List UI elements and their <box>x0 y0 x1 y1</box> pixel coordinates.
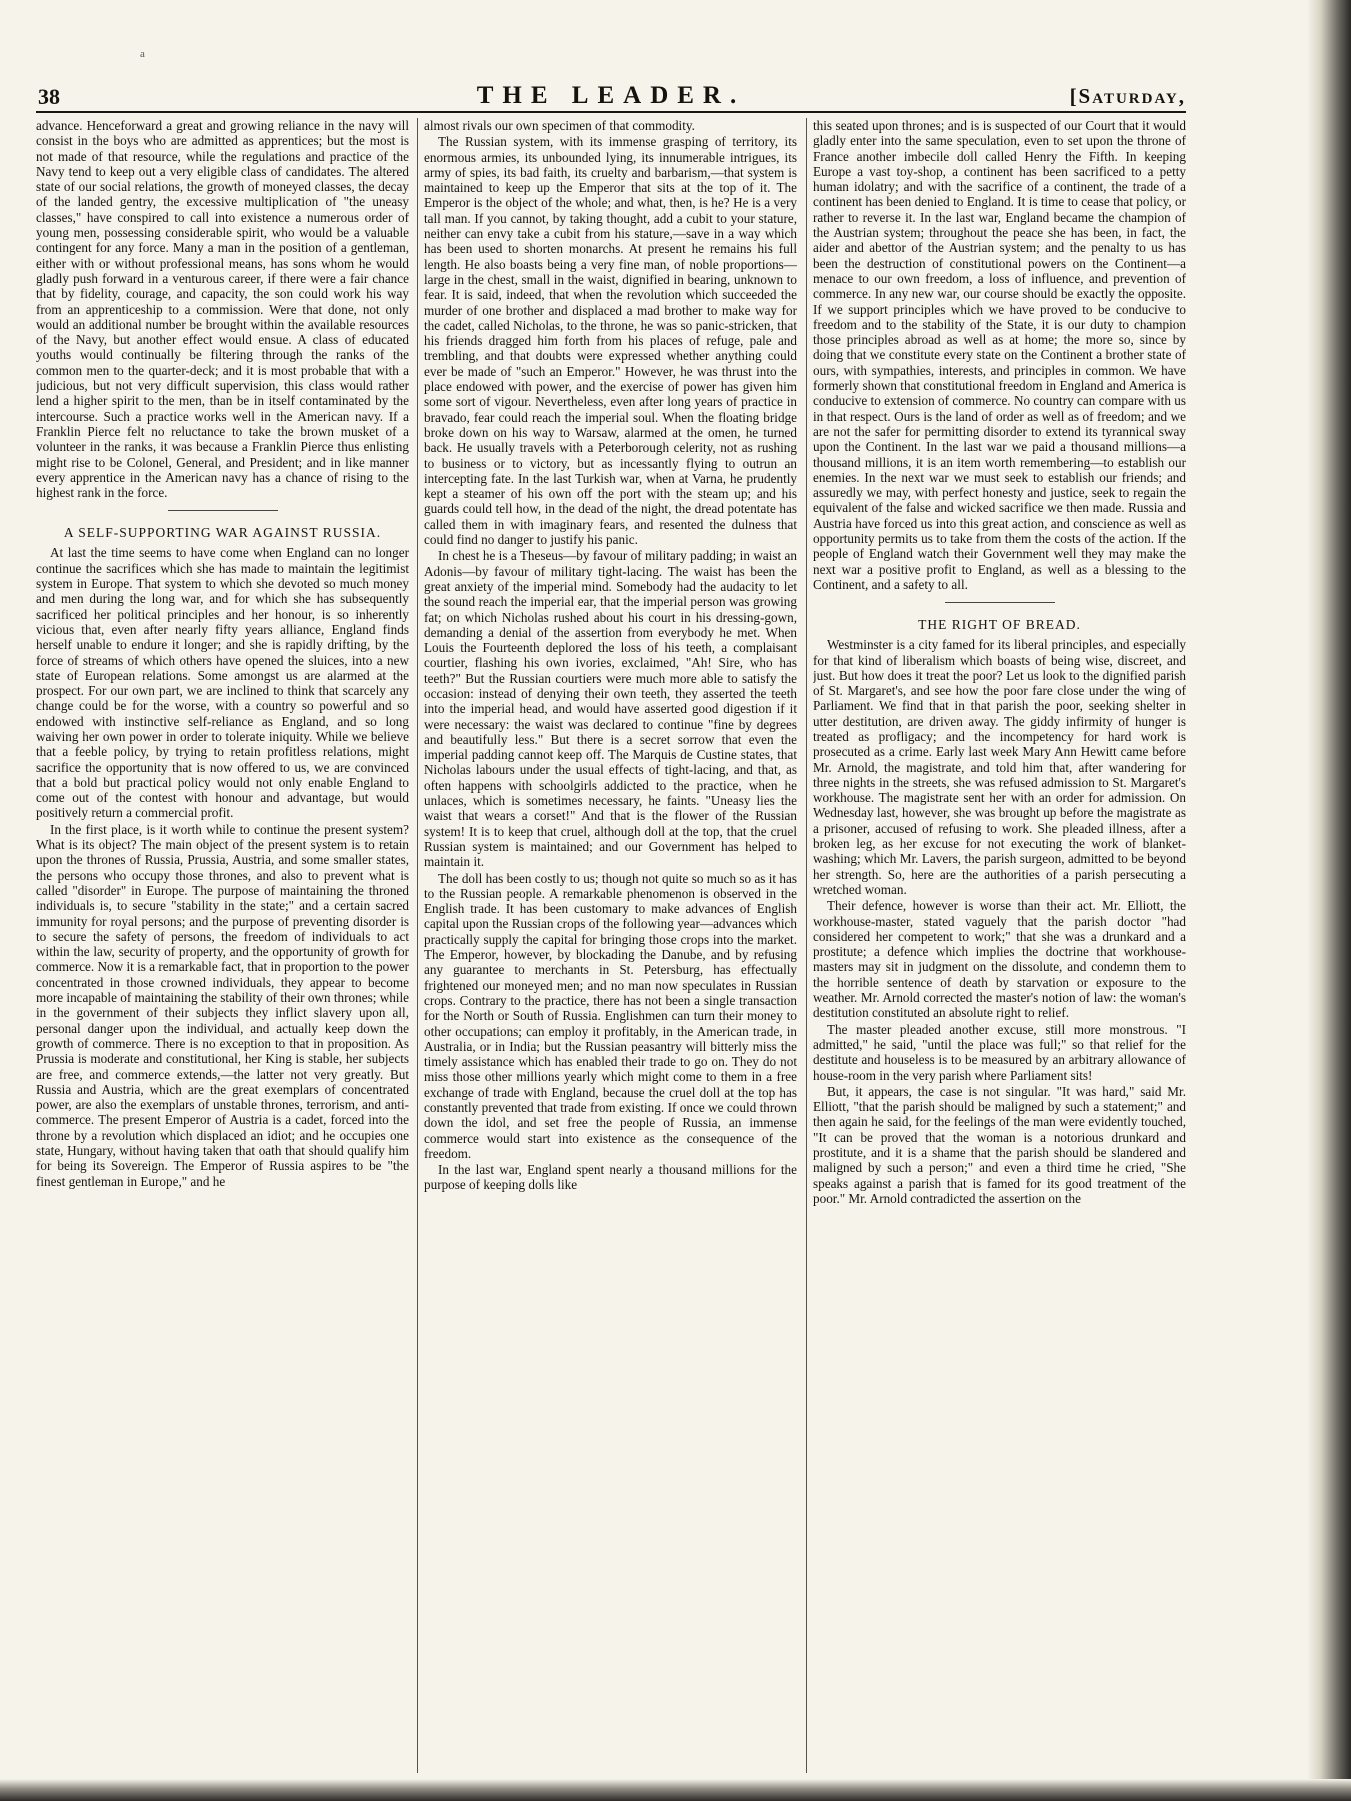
navy-article-paragraph: advance. Henceforward a great and growing reliance in the navy will consist in the boys who are admitted as apprentices; but the most is not made of that resource, while the regulations and practice of the Navy tend to keep out a very eligible class of candidates. The altered state of our social relations, the growth of moneyed classes, the decay of the landed gentry, the excessive multiplication of "the uneasy classes," have conspired to call into existence a numerous order of young men, possessing considerable spirit, who would be a valuable contingent for any force. Many a man in the position of a gentleman, either with or without professional means, has sons whom he would gladly push forward in a venturous career, if there were a fair chance that by fidelity, courage, and capacity, the son could work his way from an apprenticeship to a commission. Were that done, not only would an additional number be brought within the available resources of the Navy, but another effect would ensue. A class of educated youths would continually be filtering through the ranks of the common men to the quarter-deck; and it is most probable that with a judicious, but not very difficult supervision, this class would rather lend a higher spirit to the men, than be in itself contaminated by the intercourse. Such a practice works well in the American navy. If a Franklin Pierce felt no reluctance to take the brown musket of a volunteer in the ranks, it was because a Franklin Pierce thus enlisting might rise to be Colonel, General, and President; and in like manner every apprentice in the American navy has a chance of rising to the highest rank in the force. <box>36 118 409 501</box>
issue-day: [Saturday, <box>1069 84 1186 108</box>
article-paragraph: The doll has been costly to us; though not quite so much so as it has to the Russian people. A remarkable phenomenon is observed in the English trade. It has been customary to make advances of English capital upon the Russian crops of the following year—advances which practically supply the capital for bringing those crops into the market. The Emperor, however, by blockading the Danube, and by refusing any guarantee to merchants in St. Petersburg, has effectually frightened our moneyed men; and no man now speculates in Russian crops. Contrary to the practice, there has not been a single transaction for the North or South of Russia. Englishmen can turn their money to other occupations; can employ it profitably, in the American trade, in Australia, or in India; but the Russian peasantry will bitterly miss the timely assistance which has enabled their trade to go on. They do not miss those other millions yearly which might come to them in a free exchange of trade with England, because the cruel doll at the top has constantly prevented that trade from existing. If once we could thrown down the idol, and set free the people of Russia, an immense commerce would start into existence as the consequence of the freedom. <box>424 870 797 1161</box>
stray-ink-mark: a <box>140 48 145 60</box>
page-binding-edge <box>1307 0 1351 1801</box>
column-divider <box>806 118 807 1773</box>
column-3 <box>813 118 1186 1773</box>
article-columns <box>36 118 1186 1773</box>
article-paragraph: this seated upon thrones; and is is suspected of our Court that it would gladly enter into the same speculation, even to set upon the throne of France another imbecile doll called Henry the Fifth. In keeping Europe a vast toy-shop, a continent has been sacrificed to a petty human idolatry; and with the sacrifice of a continent, the trade of a continent has been denied to England. It is time to cease that policy, or rather to reverse it. In the last war, England became the champion of the Austrian system; throughout the peace she has been, in fact, the aider and abettor of the Austrian system; and the penalty to us has been the destruction of constitutional powers on the Continent—a menace to our own freedom, a loss of influence, and prevention of commerce. In any new war, our course should be exactly the opposite. If we support principles which we have proved to be conducive to freedom and to the stability of the State, it is our duty to champion those principles abroad as well as at home; the more so, since by doing that we constitute every state on the Continent a brother state of ours, with sympathies, interests, and principles in common. We have formerly shown that constitutional freedom in England and America is conducive to extension of commerce. No country can compare with us in that respect. Ours is the land of order as well as of freedom; and we are not the safer for permitting disorder to extend its tyrannical sway upon the Continent. In the last war we paid a thousand millions—a thousand millions, it is an item worth remembering—to establish our enemies. In the next war we must seek to establish our friends; and assuredly we may, with perfect honesty and justice, seek to regain the equivalent of the false and wicked sacrifice we then made. Russia and Austria have forced us into this great action, and conscience as well as opportunity permits us to take from them the costs of the action. If the people of England watch their Government well they may make the next war a positive profit to England, as well as a blessing to the Continent, and a safety to all. <box>813 118 1186 592</box>
article-paragraph: But, it appears, the case is not singular. "It was hard," said Mr. Elliott, "that the parish should be maligned by such a statement;" and then again he said, for the feelings of the man were evidently touched, "It can be proved that the woman is a notorious drunkard and prostitute, and it is a shame that the parish should be slandered and maligned by such a person;" and even a third time he cried, "She speaks against a parish that is famed for its good treatment of the poor." Mr. Arnold contradicted the assertion on the <box>813 1083 1186 1206</box>
article-paragraph: The Russian system, with its immense grasping of territory, its enormous armies, its unbounded lying, its innumerable intrigues, its army of spies, its bad faith, its cruelty and barbarism,—that system is maintained to keep up the Emperor that sits at the top of it. The Emperor is the object of the whole; and what, then, is he? He is a very tall man. If you cannot, by taking thought, add a cubit to your stature, neither can envy take a cubit from his stature,—save in a way which has been used to shorten monarchs. At present he remains his full length. He also boasts being a very fine man, of noble proportions—large in the chest, small in the waist, dignified in bearing, unknown to fear. It is said, indeed, that when the revolution which succeeded the murder of one brother and displaced a mad brother to make way for the cadet, called Nicholas, to the throne, he was so panic-stricken, that his friends dragged him forth from his places of refuge, pale and trembling, and that doubts were expressed whether anything could ever be made of "such an Emperor." However, he was thrust into the place endowed with power, and the exercise of power has given him some sort of vigour. Nevertheless, even after long years of practice in bravado, fear could reach the imperial soul. When the floating bridge broke down on his way to Warsaw, alarmed at the omen, he turned back. He usually travels with a Peterborough celerity, not as rushing to business or to victory, but as incessantly flying to outrun an intercepting fate. In the last Turkish war, when at Varna, he prudently kept a steamer of his own off the port with the steam up; and his guards could tell how, in the dead of the night, the dread potentate has called them in with imaginary fears, and resented the dulness that could find no danger to justify his panic. <box>424 134 797 548</box>
header-rule <box>36 111 1186 113</box>
column-divider <box>417 118 418 1773</box>
article-paragraph: In chest he is a Theseus—by favour of military padding; in waist an Adonis—by favour of military tight-lacing. The waist has been the great anxiety of the imperial mind. Somebody had the audacity to let the sound reach the imperial ear, that the imperial person was growing fat; on which Nicholas rushed about his court in his dressing-gown, demanding a denial of the assertion from everybody he met. When Louis the Fourteenth deplored the loss of his teeth, a complaisant courtier, flashing his own ivories, exclaimed, "Ah! Sire, who has teeth?" But the Russian courtiers were much more able to satisfy the occasion: instead of denying their own teeth, they asserted the teeth into the imperial head, and would have asserted good digestion if it were necessary: the waist was declared to continue "fine by degrees and beautifully less." But there is a secret sorrow that even the imperial padding cannot keep off. The Marquis de Custine states, that Nicholas labours under the usual effects of tight-lacing, and that, as often happens with schoolgirls addicted to the practice, when he unlaces, which is sometimes necessary, he faints. "Uneasy lies the waist that wears a corset!" And that is the flower of the Russian system! It is to keep that cruel, although doll at the top, that the cruel Russian system is maintained; and our Government has helped to maintain it. <box>424 548 797 870</box>
masthead-title: THE LEADER. <box>476 82 746 109</box>
article-paragraph: In the last war, England spent nearly a thousand millions for the purpose of keeping dolls like <box>424 1162 797 1193</box>
page-bottom-edge <box>0 1779 1351 1801</box>
page-header <box>36 82 1186 108</box>
article-headline: THE RIGHT OF BREAD. <box>918 617 1081 633</box>
section-rule <box>168 510 278 511</box>
article-headline: A SELF-SUPPORTING WAR AGAINST RUSSIA. <box>63 525 382 541</box>
article-paragraph: Westminster is a city famed for its liberal principles, and especially for that kind of liberalism which boasts of being wise, discreet, and just. But how does it treat the poor? Let us look to the dignified parish of St. Margaret's, and see how the poor fare close under the wing of Parliament. We find that in that parish the poor, seeking shelter in utter destitution, are driven away. The giddy infirmity of hunger is treated as profligacy; and the incompetency for hard work is prosecuted as a crime. Early last week Mary Ann Hewitt came before Mr. Arnold, the magistrate, and told him that, after wandering for three nights in the streets, she was refused admission to St. Margaret's workhouse. The magistrate sent her with an order for admission. On Wednesday last, however, she was brought up before the magistrate as a prisoner, accused of refusing to work. She pleaded illness, after a broken leg, as her excuse for not executing the work of blanket-washing; which Mr. Lavers, the parish surgeon, admitted to be beyond her strength. So, here are the authorities of a parish persecuting a wretched woman. <box>813 637 1186 897</box>
article-paragraph: almost rivals our own specimen of that commodity. <box>424 118 695 133</box>
page-number: 38 <box>38 84 60 109</box>
column-2 <box>424 118 797 1773</box>
article-paragraph: In the first place, is it worth while to continue the present system? What is its object? The main object of the present system is to retain upon the thrones of Russia, Prussia, Austria, and some smaller states, the persons who occupy those thrones, and also to prevent what is called "disorder" in Europe. The purpose of maintaining the throned individuals is, to secure "stability in the state;" and a certain sacred immunity for royal persons; and the purpose of preventing disorder is to secure the safety of persons, the freedom of individuals to act within the law, security of property, and the opportunity of growth for commerce. Now it is a remarkable fact, that in proportion to the power concentrated in those crowned individuals, they appear to become more incapable of maintaining the stability of their own thrones; while in the government of their subjects they inflict slavery upon all, personal danger upon the individual, and actually keep down the growth of commerce. There is no exception to that in proposition. As Prussia is moderate and constitutional, her King is stable, her subjects are free, and commerce extends,—the latter not very greatly. But Russia and Austria, which are the great exemplars of concentrated power, are also the exemplars of unstable thrones, terrorism, and anti-commerce. The present Emperor of Austria is a cadet, forced into the throne by a revolution which displaced an idiot; and he occupies one state, Hungary, without having taken that oath that should qualify him for being its Sovereign. The Emperor of Russia aspires to be "the finest gentleman in Europe," and he <box>36 821 409 1189</box>
article-paragraph: The master pleaded another excuse, still more monstrous. "I admitted," he said, "until the place was full;" so that relief for the destitute and houseless is to be measured by an arbitrary allowance of house-room in the very parish where Parliament sits! <box>813 1021 1186 1083</box>
article-paragraph: At last the time seems to have come when England can no longer continue the sacrifices which she has made to maintain the legitimist system in Europe. That system to which she devoted so much money and men during the long war, and for which she has subsequently sacrificed her political principles and her honour, is so inherently vicious that, even after nearly fifty years alliance, England finds herself unable to endure it longer; and she is rapidly drifting, by the force of streams of which others have opened the sluices, into a new state of European relations. Some amongst us are alarmed at the prospect. For our own part, we are inclined to think that scarcely any change could be for the worse, with a country so powerful and so endowed with instinctive self-reliance as England, and so long waiving her own power in order to tolerate iniquity. While we believe that a feeble policy, by trying to retain profitless relations, might sacrifice the opportunity that is now offered to us, we are convinced that a bold but practical policy would not only enable England to come out of the contest with honour and advantage, but would positively return a commercial profit. <box>36 545 409 821</box>
section-rule <box>945 602 1055 603</box>
article-paragraph: Their defence, however is worse than their act. Mr. Elliott, the workhouse-master, stated vaguely that the parish doctor "had considered her competent to work;" that she was a drunkard and a prostitute; a defence which implies the doctrine that workhouse-masters may sit in judgment on the dissolute, and condemn them to the horrible sentence of death by starvation or exposure to the weather. Mr. Arnold corrected the master's notion of law: the woman's destitution constituted an absolute right to relief. <box>813 898 1186 1021</box>
column-1 <box>36 118 409 1773</box>
